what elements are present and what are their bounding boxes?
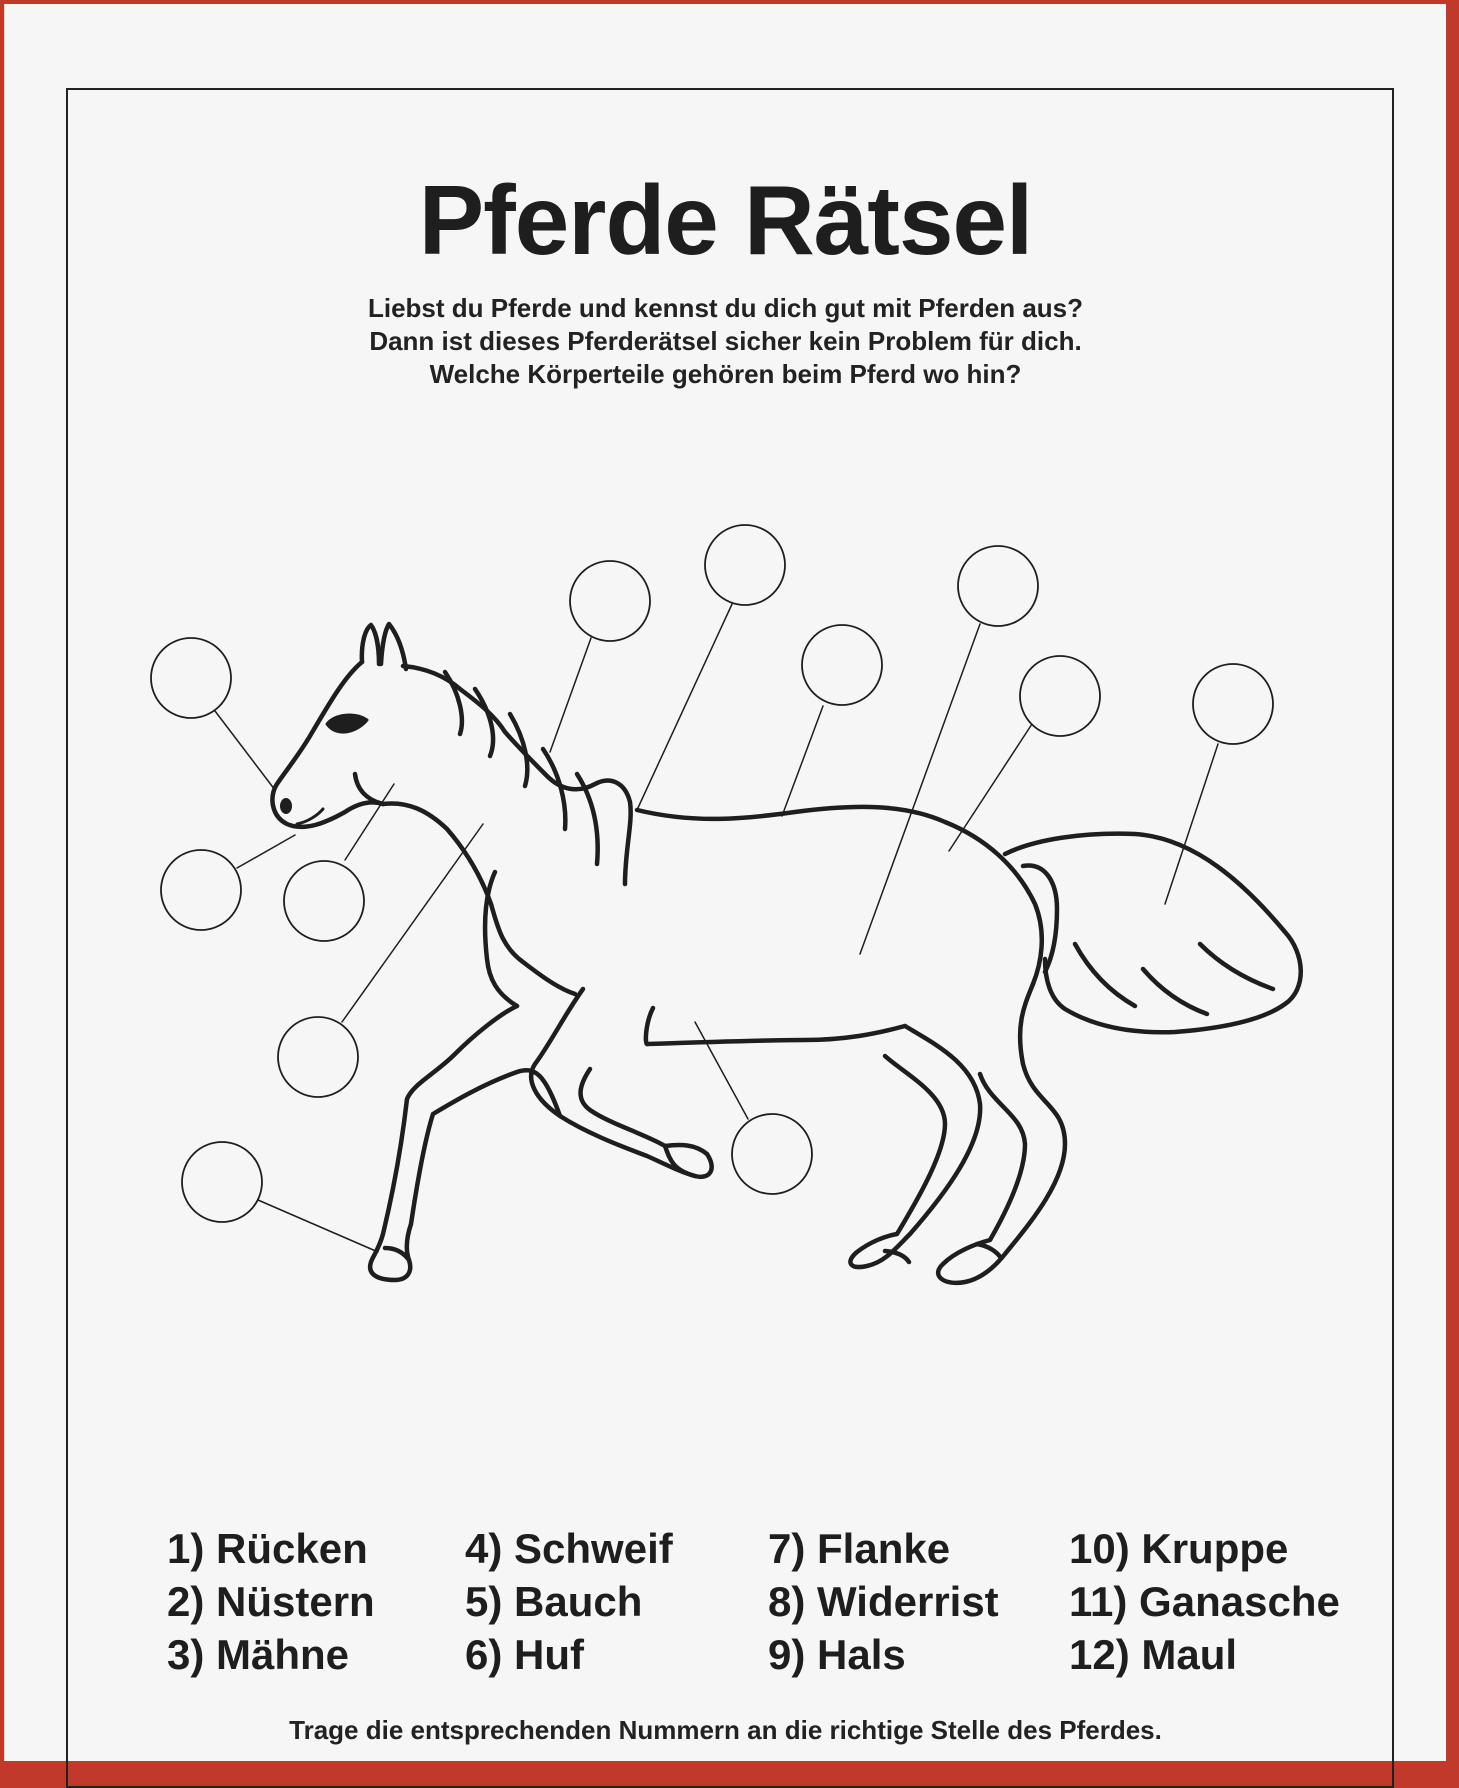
horse-hoof-hind-right <box>977 1244 1001 1258</box>
horse-neck-front <box>383 803 575 994</box>
leader-line-4 <box>342 824 483 1022</box>
term-item: 8) Widerrist <box>768 1578 999 1625</box>
answer-circle[interactable] <box>1020 656 1100 736</box>
term-item: 6) Huf <box>465 1631 584 1678</box>
term-item: 10) Kruppe <box>1069 1525 1289 1572</box>
horse-ear-left <box>362 625 379 664</box>
leader-line-2 <box>237 835 295 868</box>
horse-ear-right <box>381 624 406 669</box>
term-list <box>5 1522 1446 1692</box>
horse-nostril <box>280 798 292 814</box>
horse-tail-strand-3 <box>1200 944 1273 989</box>
leader-line-8 <box>782 706 823 816</box>
term-item: 2) Nüstern <box>167 1578 375 1625</box>
answer-circle[interactable] <box>151 638 231 718</box>
leader-line-7 <box>637 602 733 810</box>
term-column-2 <box>465 1522 673 1681</box>
term-item: 9) Hals <box>768 1631 906 1678</box>
horse-diagram <box>5 4 1446 1761</box>
answer-circle[interactable] <box>705 525 785 605</box>
term-item: 5) Bauch <box>465 1578 643 1625</box>
answer-circles <box>151 525 1273 1222</box>
page-title: Pferde Rätsel <box>418 165 1033 275</box>
horse-front-leg-standing <box>370 1006 560 1280</box>
horse-mane-strand-2 <box>475 689 493 756</box>
leader-line-3 <box>345 784 394 860</box>
horse-eye <box>327 715 367 732</box>
horse-tail-strand-2 <box>1143 969 1207 1014</box>
intro-line-3: Welche Körperteile gehören beim Pferd wo hin? <box>429 359 1022 389</box>
horse-tail-strand-1 <box>1075 944 1135 1006</box>
intro-line-1: Liebst du Pferde und kennst du dich gut mit Pferden aus? <box>367 293 1084 323</box>
answer-circle[interactable] <box>958 546 1038 626</box>
answer-circle[interactable] <box>278 1017 358 1097</box>
term-column-1 <box>167 1522 375 1681</box>
term-item: 7) Flanke <box>768 1525 951 1572</box>
leader-line-5 <box>258 1200 378 1252</box>
term-column-3 <box>768 1522 999 1681</box>
horse-hind-leg-right <box>938 984 1065 1283</box>
horse-hoof-front-lifted <box>665 1146 695 1176</box>
horse-jaw <box>355 774 383 804</box>
leader-line-1 <box>215 711 275 790</box>
answer-circle[interactable] <box>802 625 882 705</box>
answer-circle[interactable] <box>570 561 650 641</box>
intro-line-2: Dann ist dieses Pferderätsel sicher kein Problem für dich. <box>369 326 1082 356</box>
term-item: 12) Maul <box>1069 1631 1238 1678</box>
leader-line-6 <box>550 638 591 752</box>
horse-tail <box>1005 834 1301 1033</box>
horse-belly <box>647 1026 905 1044</box>
instruction-text: Trage die entsprechenden Nummern an die richtige Stelle des Pferdes. <box>289 1715 1162 1745</box>
term-item: 4) Schweif <box>465 1525 673 1572</box>
leader-line-11 <box>1165 744 1218 904</box>
answer-circle[interactable] <box>182 1142 262 1222</box>
term-item: 11) Ganasche <box>1069 1578 1340 1625</box>
term-item: 3) Mähne <box>167 1631 350 1678</box>
answer-circle[interactable] <box>1193 664 1273 744</box>
horse-mane-strand-4 <box>543 749 565 829</box>
answer-circle[interactable] <box>732 1114 812 1194</box>
horse-back <box>637 807 1042 984</box>
answer-circle[interactable] <box>161 850 241 930</box>
horse-hind-leg-left <box>850 1026 980 1267</box>
leader-line-12 <box>695 1022 748 1119</box>
answer-circle[interactable] <box>284 861 364 941</box>
term-item: 1) Rücken <box>167 1525 368 1572</box>
worksheet-page <box>4 4 1446 1761</box>
term-column-4 <box>1069 1522 1340 1681</box>
horse-front-leg-lifted <box>531 989 712 1177</box>
